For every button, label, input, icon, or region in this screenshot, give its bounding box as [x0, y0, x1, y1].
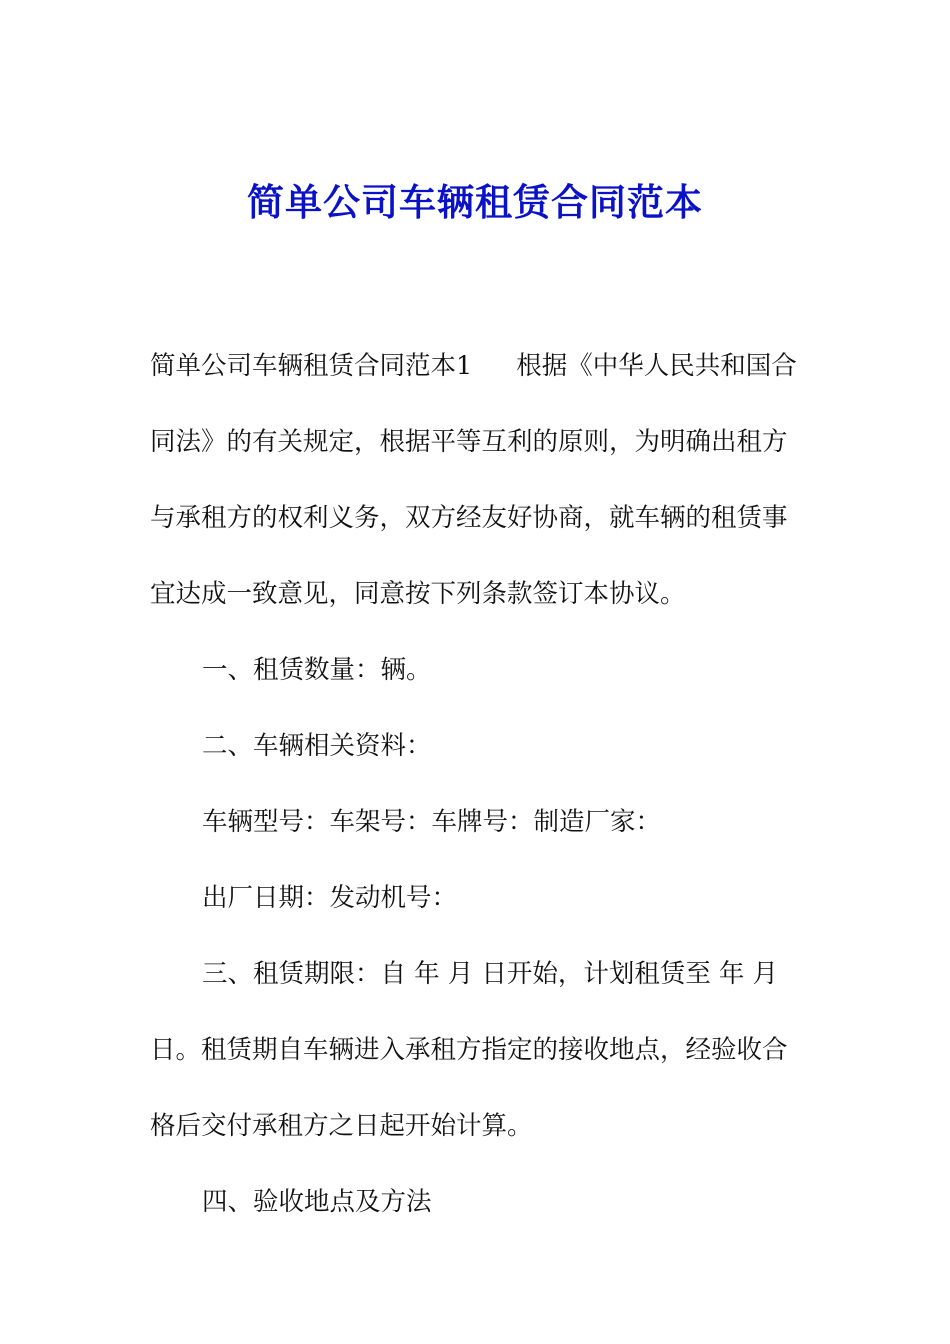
intro-paragraph	[150, 328, 810, 632]
intro-heading: 简单公司车辆租赁合同范本1	[150, 351, 473, 381]
section-manufacture-date-line: 出厂日期：发动机号：	[202, 883, 458, 913]
section-vehicle-info-heading: 二、车辆相关资料：	[202, 731, 432, 761]
document-title: 简单公司车辆租赁合同范本	[247, 180, 703, 224]
section-lease-term: 三、租赁期限：自 年 月 日开始，计划租赁至 年 月 日。租赁期自车辆进入承租方指定的接收地点，经验收合格后交付承租方之日起开始计算。	[150, 959, 788, 1141]
intro-text: 根据《中华人民共和国合同法》的有关规定，根据平等互利的原则，为明确出租方与承租方的权利义务，双方经友好协商，就车辆的租赁事宜达成一致意见，同意按下列条款签订本协议。	[150, 351, 797, 609]
section-lease-quantity: 一、租赁数量：辆。	[202, 655, 432, 685]
document-body	[150, 328, 810, 1240]
section-vehicle-model-line: 车辆型号：车架号：车牌号：制造厂家：	[202, 807, 662, 837]
section-acceptance-location: 四、验收地点及方法	[202, 1187, 432, 1217]
